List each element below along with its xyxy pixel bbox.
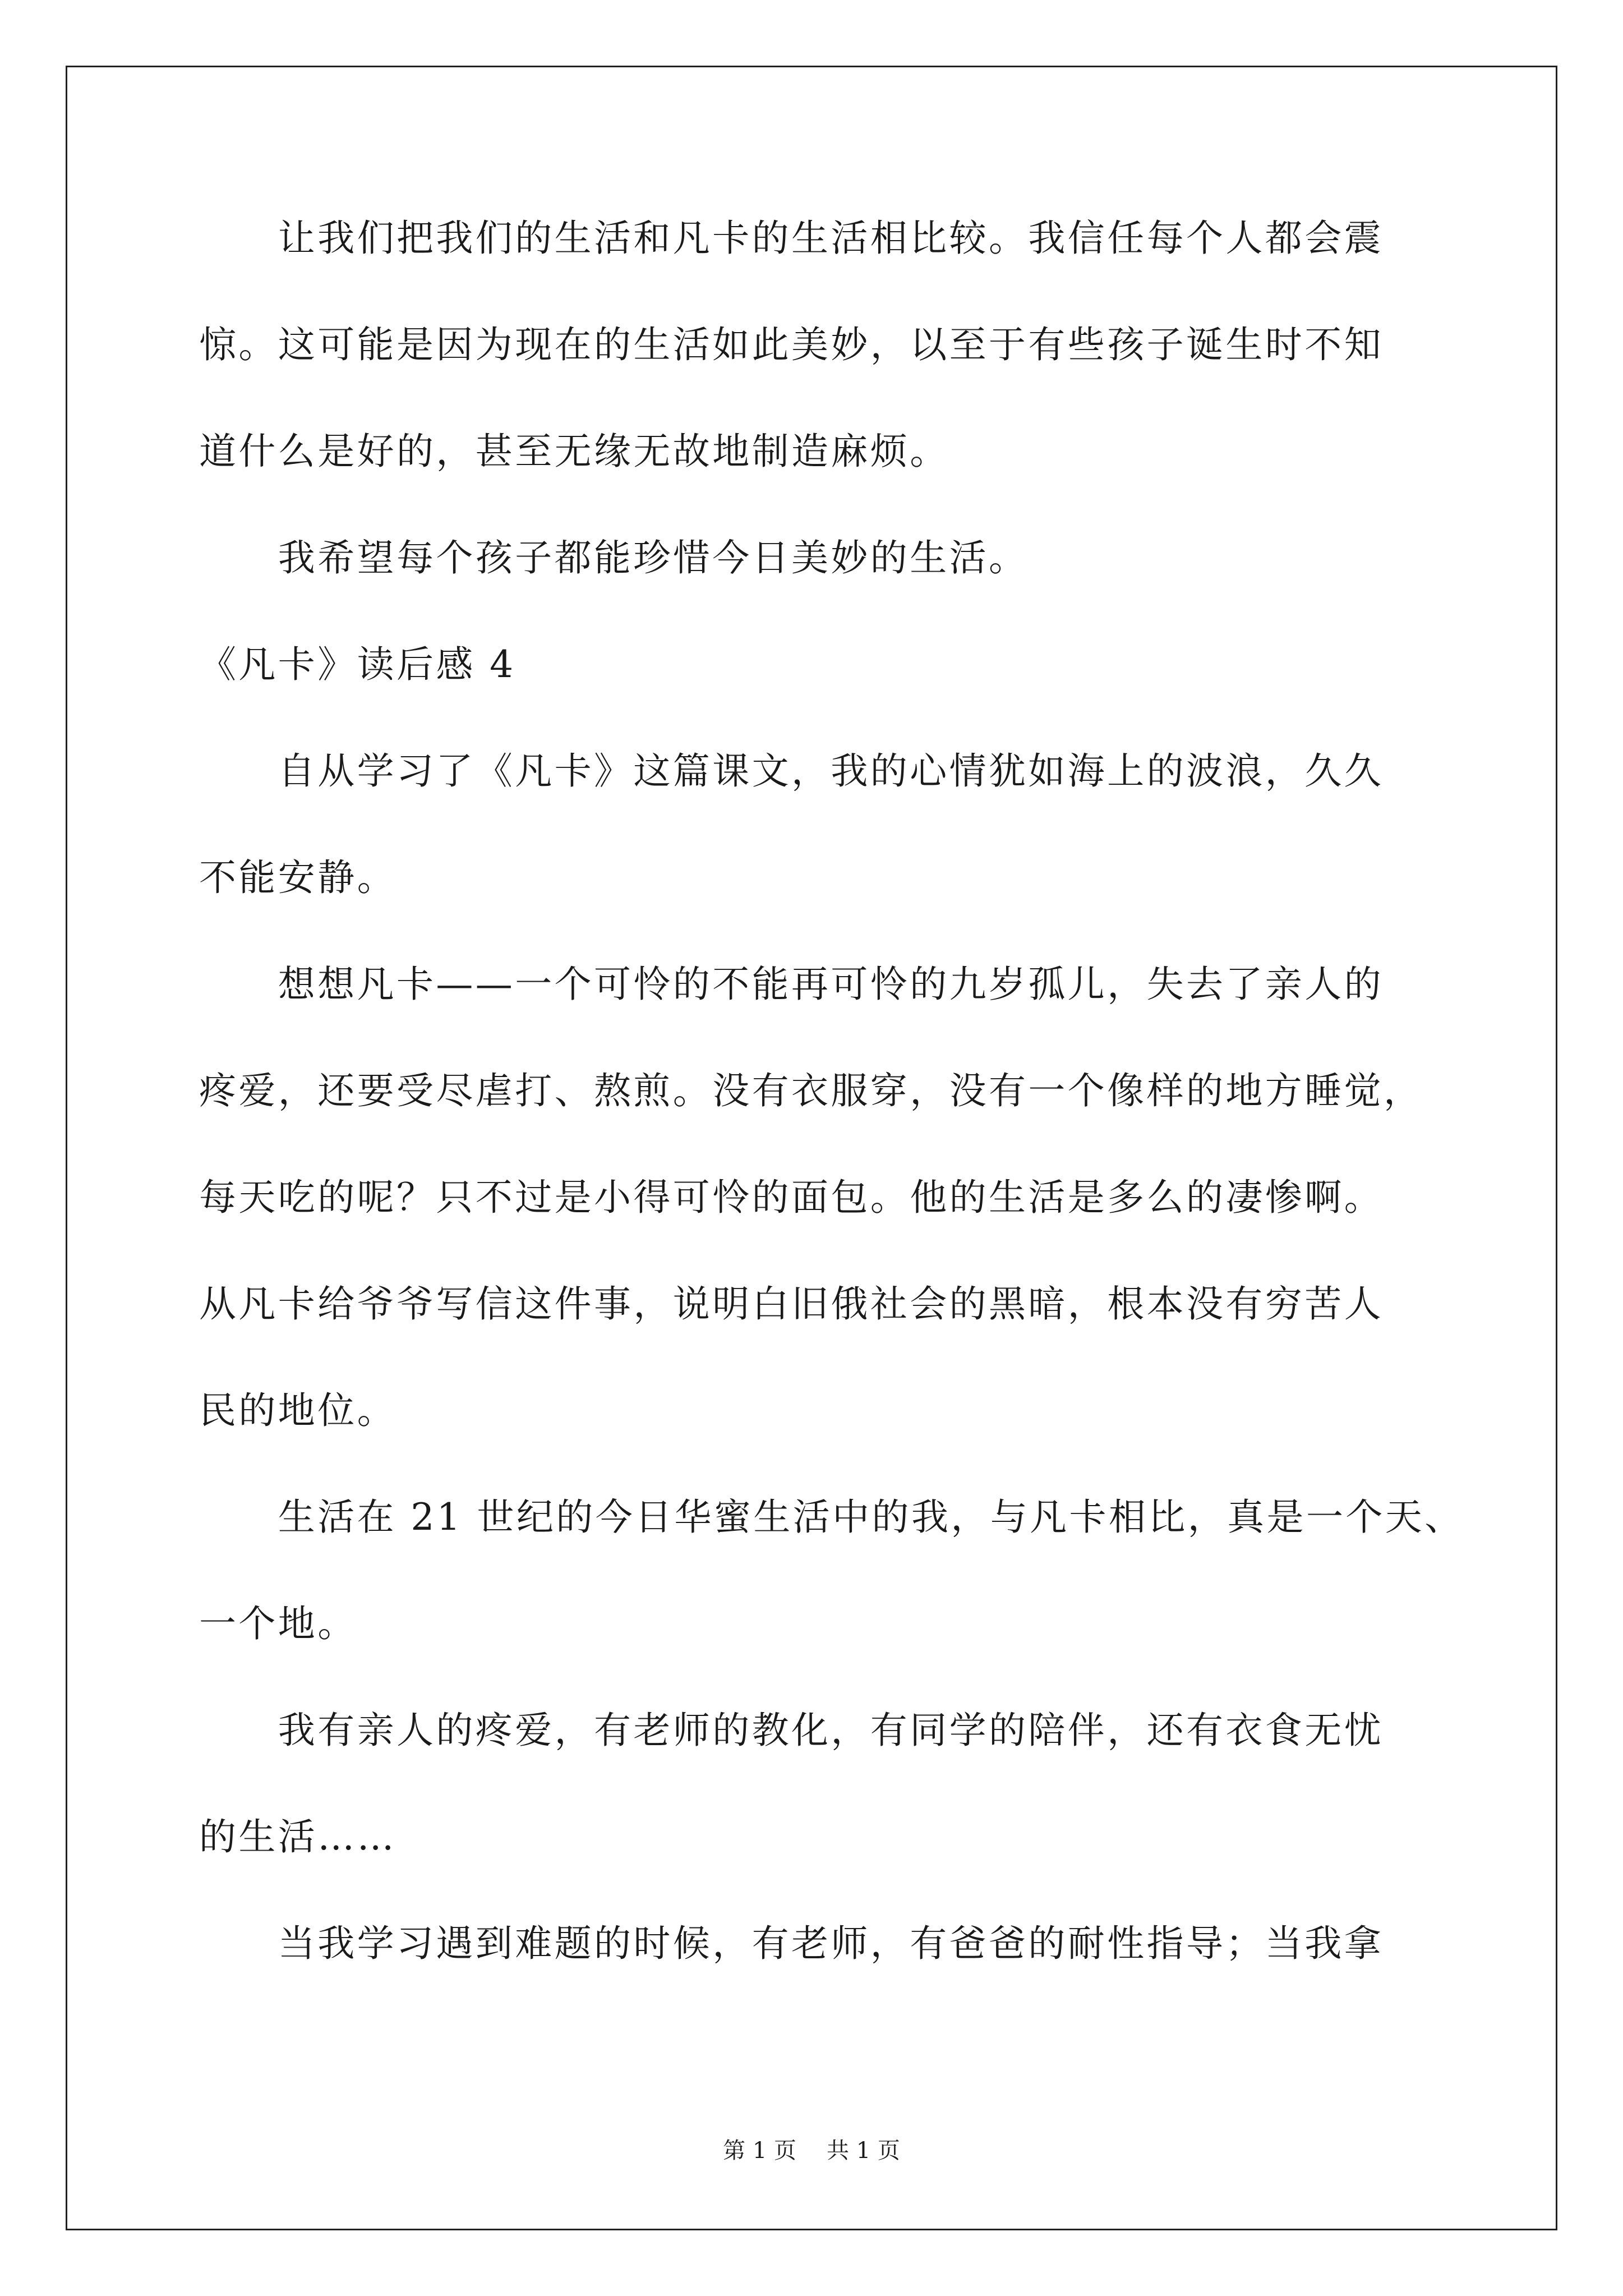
text-line: 不能安静。	[199, 856, 396, 899]
text-line: 我希望每个孩子都能珍惜今日美妙的生活。	[199, 536, 1029, 579]
text-line: 惊。这可能是因为现在的生活如此美妙，以至于有些孩子诞生时不知	[199, 323, 1384, 366]
text-line: 道什么是好的，甚至无缘无故地制造麻烦。	[199, 430, 949, 473]
text-line: 当我学习遇到难题的时候，有老师，有爸爸的耐性指导；当我拿	[199, 1922, 1384, 1965]
text-line: 一个地。	[199, 1602, 357, 1645]
page-number: 第 1 页	[723, 2138, 796, 2164]
text-line: 的生活……	[199, 1815, 396, 1858]
text-line: 每天吃的呢？只不过是小得可怜的面包。他的生活是多么的凄惨啊。	[199, 1176, 1384, 1219]
text-line: 从凡卡给爷爷写信这件事，说明白旧俄社会的黑暗，根本没有穷苦人	[199, 1282, 1384, 1326]
text-line: 民的地位。	[199, 1389, 396, 1432]
text-line: 让我们把我们的生活和凡卡的生活相比较。我信任每个人都会震	[199, 217, 1384, 260]
section-heading: 《凡卡》读后感 4	[199, 643, 516, 686]
text-line: 我有亲人的疼爱，有老师的教化，有同学的陪伴，还有衣食无忧	[199, 1709, 1384, 1752]
text-line: 生活在 21 世纪的今日华蜜生活中的我，与凡卡相比，真是一个天、	[199, 1496, 1464, 1539]
page-border	[66, 66, 1557, 2230]
text-line: 自从学习了《凡卡》这篇课文，我的心情犹如海上的波浪，久久	[199, 749, 1384, 793]
page-total: 共 1 页	[827, 2138, 900, 2164]
text-line: 想想凡卡——一个可怜的不能再可怜的九岁孤儿，失去了亲人的	[199, 963, 1384, 1006]
text-line: 疼爱，还要受尽虐打、熬煎。没有衣服穿，没有一个像样的地方睡觉，	[199, 1069, 1423, 1112]
page-footer	[0, 2136, 1623, 2165]
